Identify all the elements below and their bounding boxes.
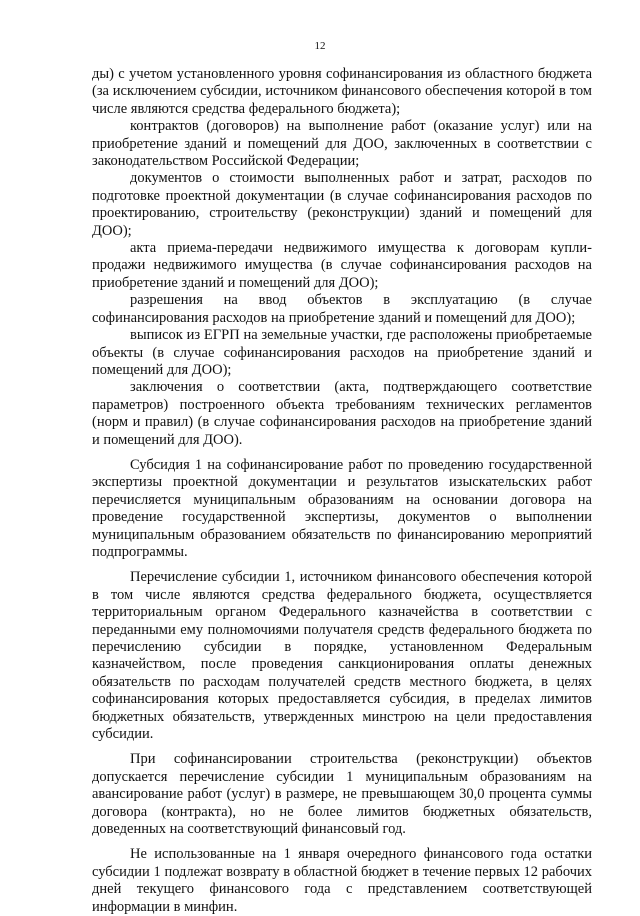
paragraph-expertise-subsidy: Субсидия 1 на софинансирование работ по проведению государственной экспертизы проектной документации и результатов изыскательских работ перечисляется муниципальным образованиям на основании договора на проведение государственной экспертизы, документов о выполнении муниципальным образованием обязательств по финансированию мероприятий подпрограммы. — [92, 456, 592, 560]
paragraph-unused-balances: Не использованные на 1 января очередного финансового года остатки субсидии 1 подлежат возврату в областной бюджет в течение первых 12 рабочих дней текущего финансового года с представлением соответствующей информации в минфин. — [92, 846, 592, 915]
paragraph-contracts: контрактов (договоров) на выполнение работ (оказание услуг) или на приобретение зданий и помещений для ДОО, заключенных в соответствии с законодательством Российской Федерации; — [92, 118, 592, 170]
paragraph-conformity-conclusion: заключения о соответствии (акта, подтверждающего соответствие параметров) построенного объекта требованиям технических регламентов (норм и правил) (в случае софинансирования расходов на приобретение зданий и помещений для ДОО). — [92, 379, 592, 448]
paragraph-transfer-act: акта приема-передачи недвижимого имущества к договорам купли-продажи недвижимого имущества (в случае софинансирования расходов на приобретение зданий и помещений для ДОО); — [92, 240, 592, 291]
paragraph-egrp-extracts: выписок из ЕГРП на земельные участки, где расположены приобретаемые объекты (в случае софинансирования расходов на приобретение зданий и помещений для ДОО); — [92, 327, 592, 378]
paragraph-federal-transfer: Перечисление субсидии 1, источником финансового обеспечения которой в том числе являются средства федерального бюджета, осуществляется территориальным органом Федерального казначейства в соответствии с переданными ему полномочиями получателя средств федерального бюджета по перечислению субсидии в порядке, установленном Федеральным казначейством, после проведения санкционирования оплаты денежных обязательств по расходам получателей средств местного бюджета, в целях софинансирования которых предоставляется субсидия, в пределах лимитов бюджетных обязательств, утвержденных минстрою на цели предоставления субсидии. — [92, 569, 592, 743]
paragraph-continuation: ды) с учетом установленного уровня софинансирования из областного бюджета (за исключением субсидии, источником финансового обеспечения которой в том числе являются средства федерального бюджета); — [92, 66, 592, 117]
page-number: 12 — [314, 40, 326, 52]
paragraph-advance-payment: При софинансировании строительства (реконструкции) объектов допускается перечисление субсидии 1 муниципальным образованиям на авансирование работ (услуг) в размере, не превышающем 30,0 процента суммы договора (контракта), но не более лимитов бюджетных обязательств, доведенных на соответствующий финансовый год. — [92, 751, 592, 838]
document-body — [92, 66, 592, 916]
paragraph-cost-documents: документов о стоимости выполненных работ и затрат, расходов по подготовке проектной документации (в случае софинансирования расходов по проектированию, строительству (реконструкции) зданий и помещений для ДОО); — [92, 170, 592, 239]
paragraph-commissioning-permit: разрешения на ввод объектов в эксплуатацию (в случае софинансирования расходов на приобретение зданий и помещений для ДОО); — [92, 292, 592, 326]
